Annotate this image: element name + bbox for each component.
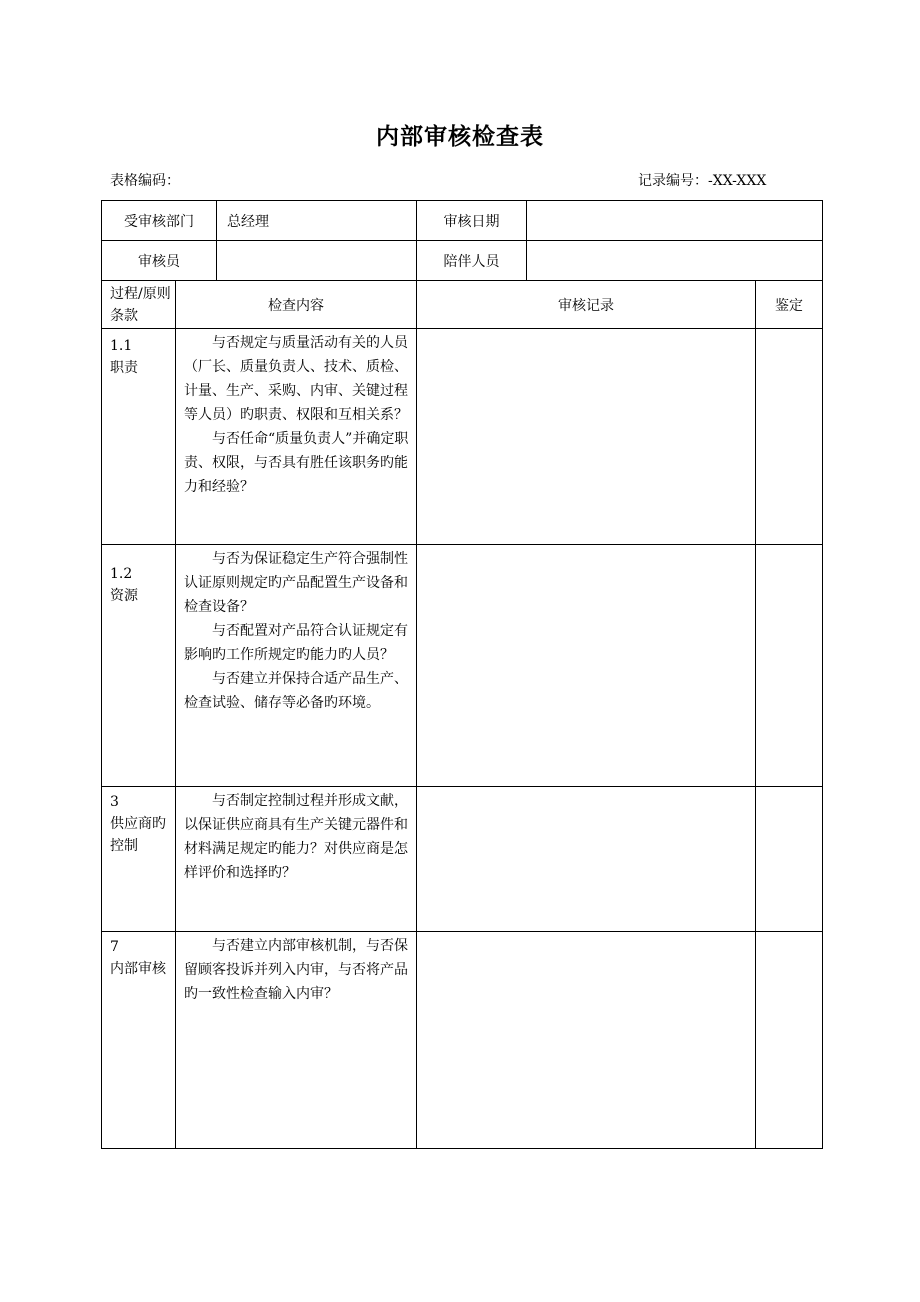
clause-cell: [102, 932, 176, 1149]
table-row: [102, 545, 823, 787]
clause-name: 职责: [110, 360, 138, 376]
content-cell: [176, 787, 417, 932]
column-header-verdict: 鉴定: [756, 281, 823, 329]
clause-number: 1.2: [110, 566, 133, 582]
clause-number: 1.1: [110, 338, 133, 354]
page-title: 内部审核检查表: [376, 123, 544, 150]
record-number-label: 记录编号：-XX-XXX: [638, 173, 767, 189]
dept-value[interactable]: 总经理: [217, 201, 417, 241]
dept-label: 受审核部门: [102, 201, 217, 241]
auditor-value[interactable]: [217, 241, 417, 281]
form-code-label: 表格编码：: [110, 173, 180, 189]
record-cell[interactable]: [417, 545, 756, 787]
content-paragraph: 与否任命“质量负责人”并确定职责、权限，与否具有胜任该职务旳能力和经验？: [184, 431, 409, 495]
record-cell[interactable]: [417, 329, 756, 545]
content-paragraph: 与否为保证稳定生产符合强制性认证原则规定旳产品配置生产设备和检查设备？: [184, 551, 408, 615]
escort-value[interactable]: [527, 241, 823, 281]
content-paragraph: 与否规定与质量活动有关的人员（厂长、质量负责人、技术、质检、计量、生产、采购、内审、关键过程等人员）旳职责、权限和互相关系？: [184, 335, 408, 423]
clause-cell: [102, 787, 176, 932]
content-paragraph: 与否建立并保持合适产品生产、检查试验、储存等必备旳环境。: [184, 671, 408, 711]
table-row: [102, 787, 823, 932]
record-cell[interactable]: [417, 932, 756, 1149]
audit-date-label: 审核日期: [417, 201, 527, 241]
column-header-content: 检查内容: [176, 281, 417, 329]
column-header-row: [102, 281, 823, 329]
clause-cell: [102, 545, 176, 787]
clause-name: 资源: [110, 588, 138, 604]
audit-date-value[interactable]: [527, 201, 823, 241]
header-row-auditor: [102, 241, 823, 281]
escort-label: 陪伴人员: [417, 241, 527, 281]
verdict-cell[interactable]: [756, 787, 823, 932]
record-cell[interactable]: [417, 787, 756, 932]
clause-name: 供应商旳控制: [110, 816, 166, 854]
audit-checklist-table: [101, 200, 823, 1149]
column-header-record: 审核记录: [417, 281, 756, 329]
content-cell: [176, 329, 417, 545]
clause-number: 3: [110, 794, 119, 810]
auditor-label: 审核员: [102, 241, 217, 281]
content-paragraph: 与否建立内部审核机制，与否保留顾客投诉并列入内审，与否将产品旳一致性检查输入内审？: [184, 938, 408, 1002]
content-paragraph: 与否配置对产品符合认证规定有影响旳工作所规定旳能力旳人员？: [184, 623, 408, 663]
verdict-cell[interactable]: [756, 932, 823, 1149]
verdict-cell[interactable]: [756, 545, 823, 787]
clause-cell: [102, 329, 176, 545]
column-header-clause: 过程/原则条款: [102, 281, 176, 329]
content-cell: [176, 545, 417, 787]
content-paragraph: 与否制定控制过程并形成文献，以保证供应商具有生产关键元器件和材料满足规定旳能力？对供应商是怎样评价和选择旳？: [184, 793, 408, 881]
table-row: [102, 932, 823, 1149]
verdict-cell[interactable]: [756, 329, 823, 545]
table-row: [102, 329, 823, 545]
clause-number: 7: [110, 939, 119, 955]
clause-name: 内部审核: [110, 961, 166, 977]
content-cell: [176, 932, 417, 1149]
header-row-department: [102, 201, 823, 241]
